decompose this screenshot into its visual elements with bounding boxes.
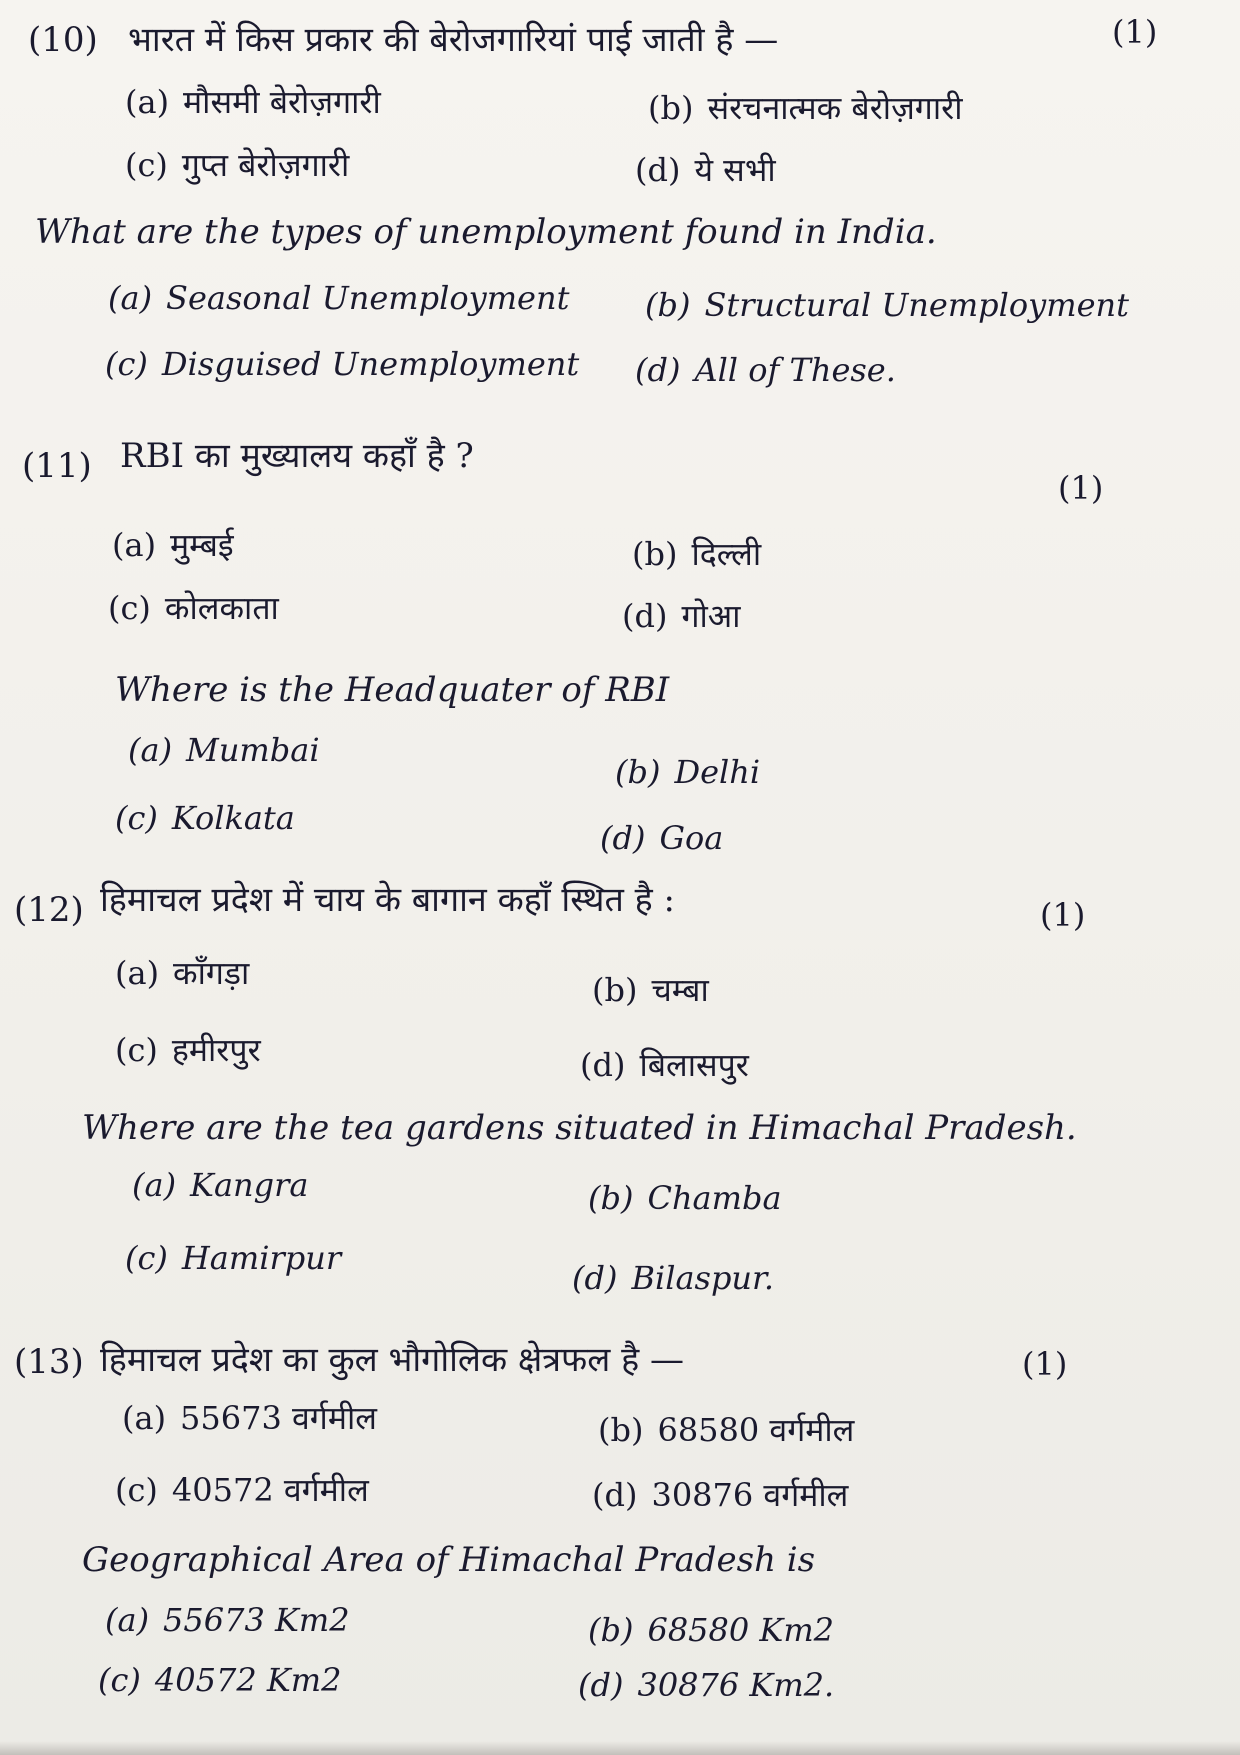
- option-letter: (a): [112, 526, 157, 564]
- option-letter: (a): [128, 731, 173, 769]
- option-hindi-d: [635, 150, 776, 190]
- option-text: कोलकाता: [164, 589, 279, 627]
- option-text: चम्बा: [651, 971, 709, 1009]
- option-text: 68580 Km2: [647, 1611, 835, 1649]
- option-letter: (c): [105, 345, 148, 383]
- question-text-hindi: RBI का मुख्यालय कहाँ है ?: [120, 436, 474, 476]
- option-hindi-c: [115, 1030, 261, 1070]
- option-english-c: [125, 1238, 341, 1278]
- option-letter: (c): [125, 146, 168, 184]
- option-hindi-d: [622, 596, 740, 636]
- option-text: Kolkata: [171, 799, 295, 837]
- option-text: संरचनात्मक बेरोज़गारी: [707, 89, 963, 127]
- option-hindi-c: [125, 145, 349, 185]
- option-letter: (a): [125, 83, 170, 121]
- question-number: (13): [14, 1342, 84, 1382]
- option-english-d: [600, 818, 723, 858]
- option-text: Mumbai: [186, 731, 320, 769]
- option-letter: (d): [635, 351, 681, 389]
- option-text: 68580 वर्गमील: [657, 1411, 855, 1449]
- option-letter: (c): [115, 1471, 158, 1509]
- option-text: 30876 Km2.: [637, 1666, 835, 1704]
- question-text-hindi: हिमाचल प्रदेश में चाय के बागान कहाँ स्थित है :: [100, 880, 675, 920]
- option-text: दिल्ली: [691, 535, 762, 573]
- option-hindi-a: [125, 82, 381, 122]
- option-letter: (c): [108, 589, 151, 627]
- option-hindi-b: [632, 534, 761, 574]
- question-marks: (1): [1112, 13, 1158, 51]
- option-english-d: [572, 1258, 774, 1298]
- question-number: (11): [22, 446, 92, 486]
- option-english-b: [588, 1610, 834, 1650]
- option-text: 40572 वर्गमील: [171, 1471, 369, 1509]
- option-letter: (a): [105, 1601, 150, 1639]
- option-text: गोआ: [681, 597, 741, 635]
- option-letter: (a): [122, 1399, 167, 1437]
- option-hindi-d: [592, 1475, 848, 1515]
- option-text: 40572 Km2: [154, 1661, 342, 1699]
- option-letter: (b): [615, 753, 661, 791]
- option-text: ये सभी: [694, 151, 776, 189]
- option-hindi-d: [580, 1045, 749, 1085]
- option-letter: (d): [578, 1666, 624, 1704]
- option-text: काँगड़ा: [173, 954, 250, 992]
- option-letter: (d): [580, 1046, 626, 1084]
- option-text: All of These.: [694, 351, 896, 389]
- option-english-d: [578, 1665, 834, 1705]
- option-english-b: [645, 285, 1129, 325]
- option-text: मौसमी बेरोज़गारी: [183, 83, 381, 121]
- question-text-hindi: हिमाचल प्रदेश का कुल भौगोलिक क्षेत्रफल है —: [100, 1340, 684, 1380]
- option-text: Structural Unemployment: [704, 286, 1129, 324]
- option-letter: (c): [115, 1031, 158, 1069]
- option-text: Bilaspur.: [631, 1259, 774, 1297]
- option-text: 30876 वर्गमील: [651, 1476, 849, 1514]
- option-text: Hamirpur: [181, 1239, 342, 1277]
- option-text: मुम्बई: [170, 526, 234, 564]
- page-bottom-edge: [0, 1741, 1240, 1755]
- option-english-a: [132, 1165, 309, 1205]
- option-english-a: [108, 278, 569, 318]
- option-english-b: [615, 752, 760, 792]
- option-letter: (b): [648, 89, 694, 127]
- question-number: (10): [28, 20, 98, 60]
- option-letter: (b): [592, 971, 638, 1009]
- question-marks: (1): [1022, 1345, 1068, 1383]
- question-text-english: Geographical Area of Himachal Pradesh is: [82, 1540, 816, 1580]
- question-text-english: What are the types of unemployment found in India.: [35, 212, 937, 252]
- option-text: 55673 Km2: [163, 1601, 350, 1639]
- question-marks: (1): [1058, 469, 1104, 507]
- option-letter: (c): [115, 799, 158, 837]
- option-text: 55673 वर्गमील: [180, 1399, 377, 1437]
- option-english-c: [98, 1660, 341, 1700]
- option-english-a: [128, 730, 320, 770]
- question-text-hindi: भारत में किस प्रकार की बेरोजगारियां पाई जाती है —: [128, 20, 779, 60]
- option-text: Kangra: [190, 1166, 309, 1204]
- option-letter: (d): [600, 819, 646, 857]
- option-text: Disguised Unemployment: [161, 345, 580, 383]
- option-text: हमीरपुर: [171, 1031, 261, 1069]
- option-english-b: [588, 1178, 782, 1218]
- question-text-english: Where is the Headquater of RBI: [115, 670, 670, 710]
- option-english-c: [105, 344, 579, 384]
- option-text: Delhi: [674, 753, 761, 791]
- option-letter: (d): [635, 151, 681, 189]
- option-letter: (c): [98, 1661, 141, 1699]
- option-english-c: [115, 798, 295, 838]
- option-hindi-a: [112, 525, 234, 565]
- question-text-english: Where are the tea gardens situated in Himachal Pradesh.: [82, 1108, 1077, 1148]
- option-text: Goa: [659, 819, 724, 857]
- option-text: गुप्त बेरोज़गारी: [181, 146, 350, 184]
- question-marks: (1): [1040, 896, 1086, 934]
- option-letter: (c): [125, 1239, 168, 1277]
- question-number: (12): [14, 890, 84, 930]
- option-english-a: [105, 1600, 350, 1640]
- option-hindi-c: [108, 588, 279, 628]
- option-text: Chamba: [647, 1179, 782, 1217]
- option-letter: (b): [588, 1179, 634, 1217]
- option-letter: (a): [108, 279, 153, 317]
- option-letter: (b): [645, 286, 691, 324]
- option-hindi-b: [598, 1410, 854, 1450]
- option-hindi-b: [592, 970, 709, 1010]
- option-letter: (a): [115, 954, 160, 992]
- option-hindi-a: [122, 1398, 377, 1438]
- option-hindi-b: [648, 88, 963, 128]
- option-letter: (d): [622, 597, 668, 635]
- option-letter: (b): [632, 535, 678, 573]
- option-english-d: [635, 350, 896, 390]
- option-letter: (b): [598, 1411, 644, 1449]
- option-letter: (a): [132, 1166, 177, 1204]
- option-hindi-a: [115, 953, 249, 993]
- option-letter: (b): [588, 1611, 634, 1649]
- option-text: Seasonal Unemployment: [166, 279, 570, 317]
- option-letter: (d): [592, 1476, 638, 1514]
- option-hindi-c: [115, 1470, 369, 1510]
- option-letter: (d): [572, 1259, 618, 1297]
- option-text: बिलासपुर: [639, 1046, 749, 1084]
